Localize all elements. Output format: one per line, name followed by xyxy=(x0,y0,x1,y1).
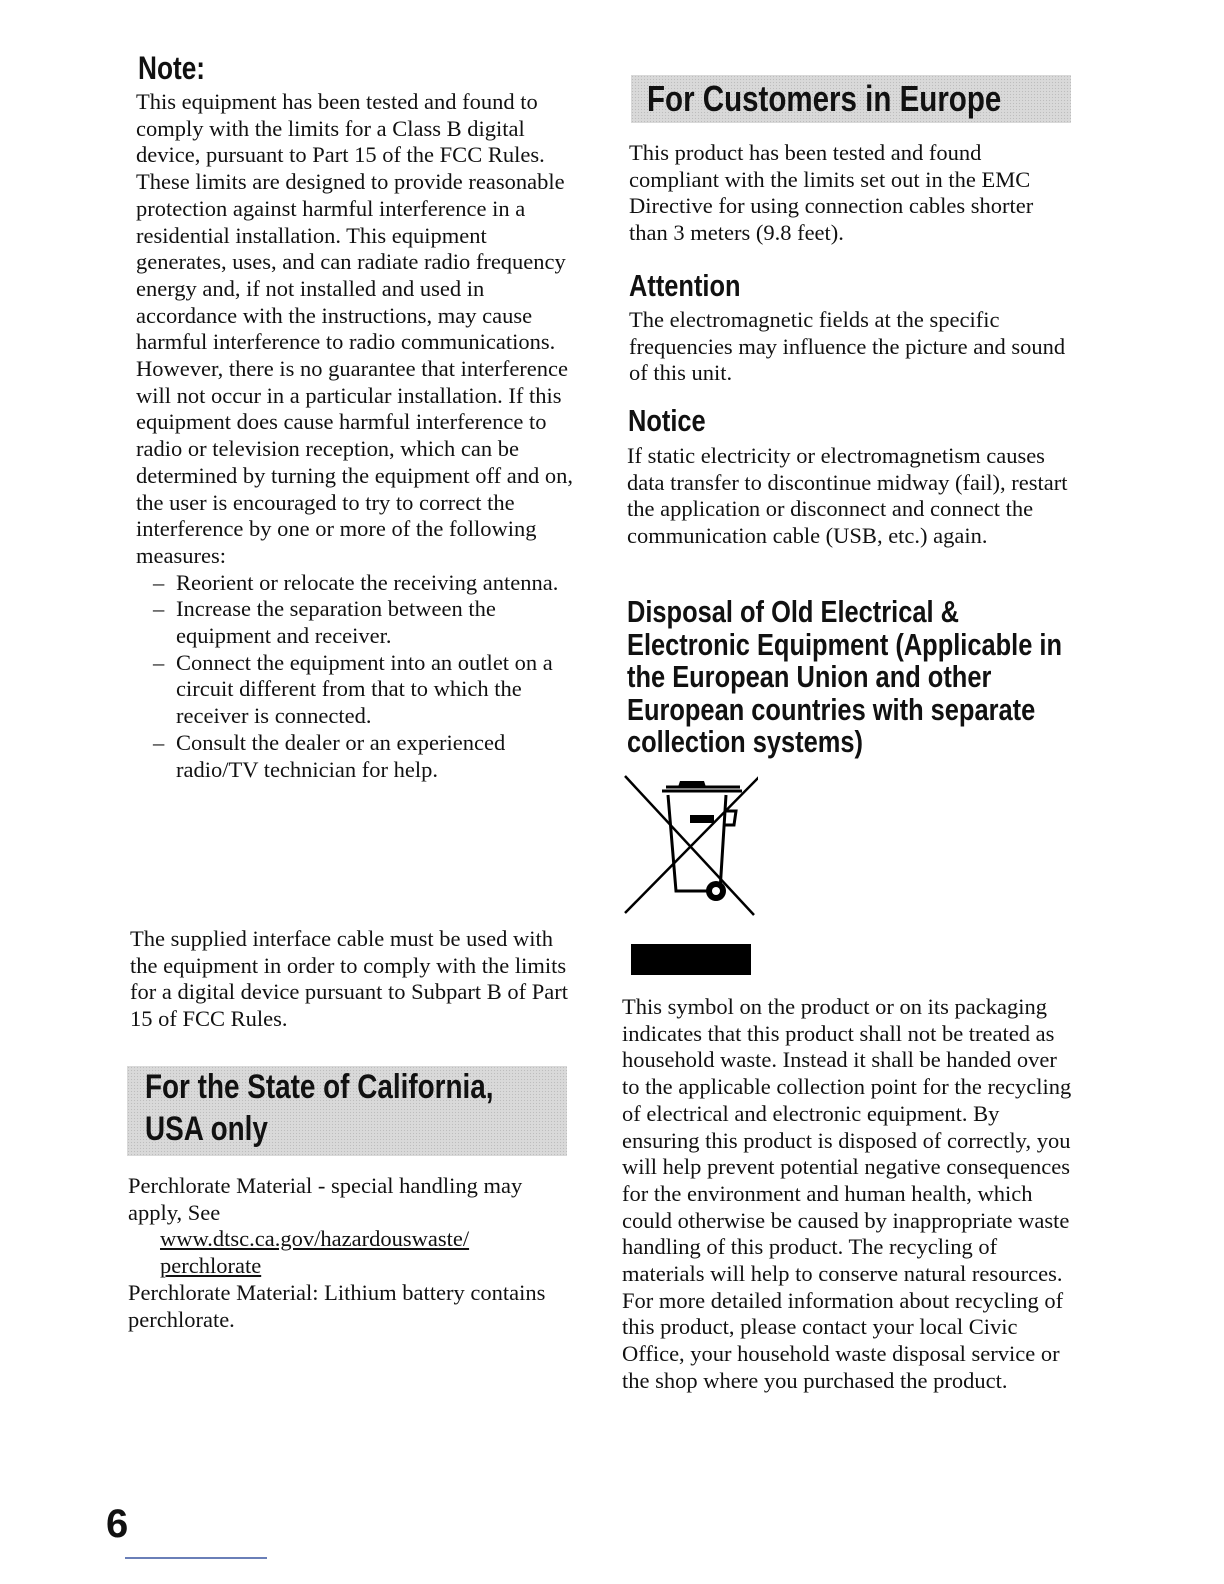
california-heading-line-1: For the State of California, xyxy=(145,1068,494,1106)
list-item: – Reorient or relocate the receiving antenna. xyxy=(136,570,576,597)
note-body xyxy=(136,89,576,783)
europe-body xyxy=(629,140,1074,247)
page-number: 6 xyxy=(106,1502,129,1546)
perchlorate-text-2: Perchlorate Material: Lithium battery contains perchlorate. xyxy=(128,1279,546,1332)
europe-banner xyxy=(631,75,1071,123)
perchlorate-link-line-2[interactable]: perchlorate xyxy=(160,1253,262,1279)
note-heading: Note: xyxy=(138,50,206,86)
disposal-body xyxy=(622,994,1072,1395)
note-paragraph-1: This equipment has been tested and found to comply with the limits for a Class B digital device, pursuant to Part 15 of the FCC Rules. xyxy=(136,89,545,168)
notice-heading: Notice xyxy=(628,403,706,438)
california-heading xyxy=(145,1066,494,1150)
measures-list xyxy=(136,570,576,784)
attention-heading: Attention xyxy=(629,268,741,303)
california-banner xyxy=(127,1066,567,1156)
crossed-out-wheelie-bin-icon xyxy=(622,773,758,918)
perchlorate-section xyxy=(128,1173,573,1333)
disposal-heading-line-3: the European Union and other xyxy=(627,659,992,694)
list-item: – Increase the separation between the equipment and receiver. xyxy=(136,596,576,649)
disposal-paragraph: This symbol on the product or on its packaging indicates that this product shall not be treated as household waste. Instead it shall be handed over to the applicable collection point for the recycling of electrical and electronic equipment. By ensuring this product is disposed of correctly, you will help prevent potential negative consequences for the environment and human health, which could otherwise be caused by inappropriate waste handling of this product. The recycling of materials will help to conserve natural resources. For more detailed information about recycling of this product, please contact your local Civic Office, your household waste disposal service or the shop where you purchased the product. xyxy=(622,994,1072,1393)
notice-paragraph: If static electricity or electromagnetism causes data transfer to discontinue midway (fail), restart the application or disconnect and connect the communication cable (USB, etc.) again. xyxy=(627,443,1068,549)
disposal-heading-line-4: European countries with separate xyxy=(627,691,1036,727)
page-rule xyxy=(125,1557,267,1559)
disposal-heading-line-1: Disposal of Old Electrical & xyxy=(627,594,959,629)
disposal-heading-line-2: Electronic Equipment (Applicable in xyxy=(627,626,1063,662)
attention-body xyxy=(629,307,1069,387)
attention-paragraph: The electromagnetic fields at the specific frequencies may influence the picture and sound of this unit. xyxy=(629,307,1066,386)
supplied-cable-text xyxy=(130,926,570,1033)
perchlorate-link-line-1[interactable]: www.dtsc.ca.gov/hazardouswaste/ xyxy=(160,1226,470,1252)
black-bar xyxy=(631,944,751,975)
perchlorate-link[interactable] xyxy=(128,1226,573,1279)
notice-body xyxy=(627,443,1072,550)
supplied-cable-paragraph: The supplied interface cable must be used with the equipment in order to comply with the limits for a digital device pursuant to Subpart B of Part 15 of FCC Rules. xyxy=(130,926,569,1032)
perchlorate-text-1: Perchlorate Material - special handling may apply, See xyxy=(128,1173,523,1225)
california-heading-line-2: USA only xyxy=(145,1110,268,1148)
disposal-heading-line-5: collection systems) xyxy=(627,724,863,759)
note-paragraph-2: These limits are designed to provide reasonable protection against harmful interference in a residential installation. This equipment generates, uses, and can radiate radio frequency energy and, if not installed and used in accordance with the instructions, may cause harmful interference to radio communications. However, there is no guarantee that interference will not occur in a particular installation. If this equipment does cause harmful interference to radio or television reception, which can be determined by turning the equipment off and on, the user is encouraged to try to correct the interference by one or more of the following measures: xyxy=(136,169,573,568)
europe-paragraph: This product has been tested and found compliant with the limits set out in the EMC Directive for using connection cables shorter than 3 meters (9.8 feet). xyxy=(629,140,1034,246)
disposal-heading xyxy=(627,594,1063,759)
list-item: – Connect the equipment into an outlet on a circuit different from that to which the receiver is connected. xyxy=(136,650,576,730)
list-item: – Consult the dealer or an experienced radio/TV technician for help. xyxy=(136,730,576,783)
europe-heading: For Customers in Europe xyxy=(647,78,1002,119)
